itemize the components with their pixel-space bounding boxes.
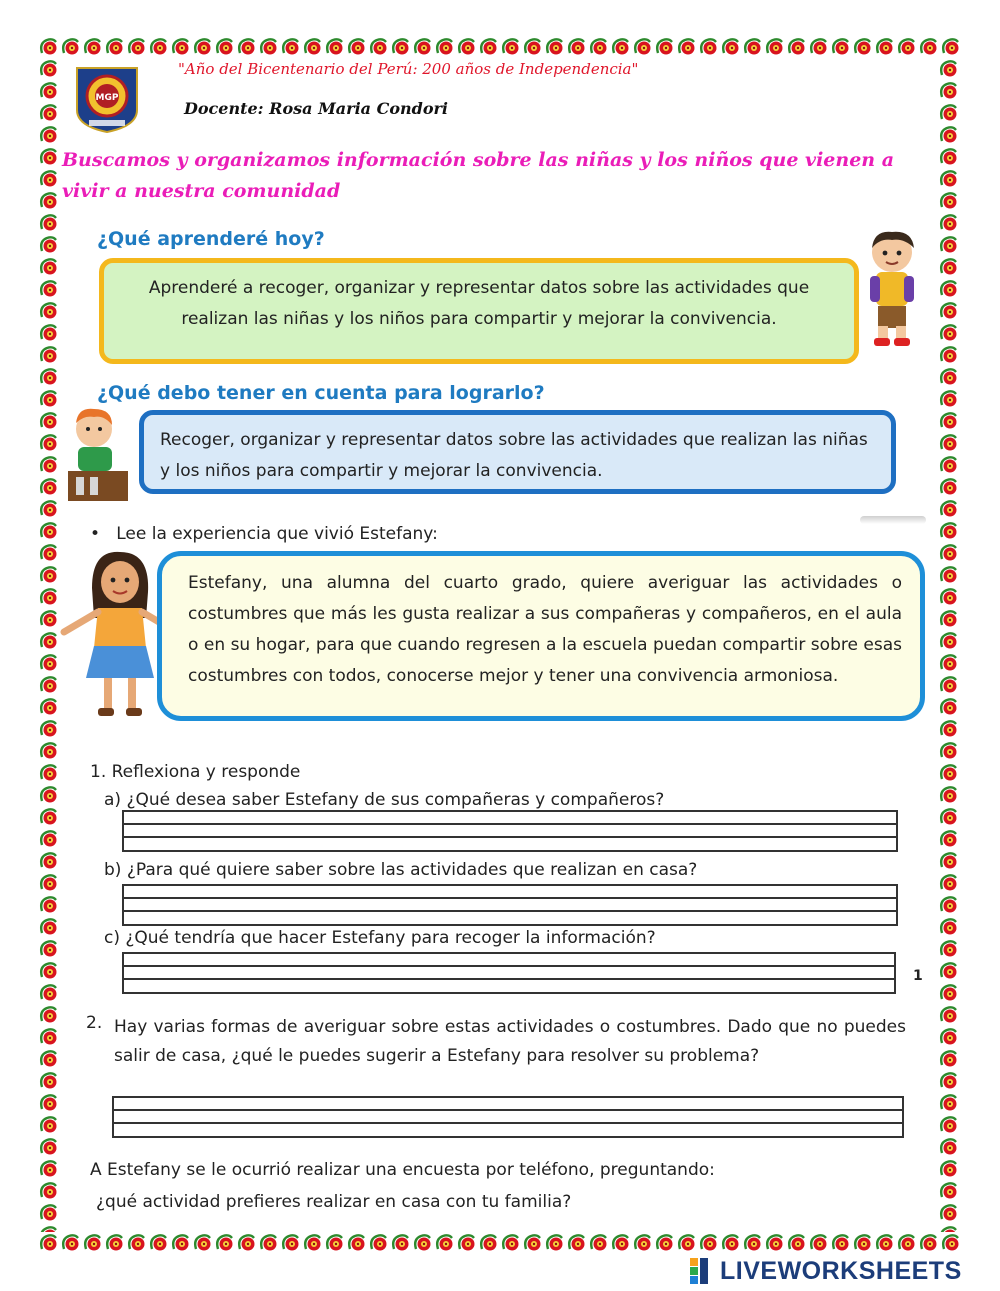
flower-icon (939, 147, 959, 167)
flower-icon (39, 1005, 59, 1025)
flower-icon (939, 917, 959, 937)
flower-icon (435, 1233, 455, 1253)
flower-icon (127, 1233, 147, 1253)
flower-icon (39, 191, 59, 211)
flower-icon (919, 1233, 939, 1253)
flower-icon (39, 125, 59, 145)
flower-icon (939, 741, 959, 761)
flower-icon (939, 631, 959, 651)
flower-icon (523, 1233, 543, 1253)
flower-icon (39, 697, 59, 717)
flower-icon (39, 983, 59, 1003)
flower-icon (39, 59, 59, 79)
flower-icon (347, 37, 367, 57)
flower-icon (939, 81, 959, 101)
flower-icon (39, 499, 59, 519)
flower-icon (39, 81, 59, 101)
flower-icon (787, 37, 807, 57)
flower-icon (39, 741, 59, 761)
flower-icon (939, 1203, 959, 1223)
flower-icon (939, 851, 959, 871)
flower-icon (611, 37, 631, 57)
flower-icon (939, 1049, 959, 1069)
flower-icon (303, 37, 323, 57)
school-logo-icon (73, 64, 141, 134)
flower-icon (479, 37, 499, 57)
flower-icon (39, 917, 59, 937)
flower-icon (941, 1233, 960, 1253)
flower-icon (39, 389, 59, 409)
question-1-label: 1. Reflexiona y responde (90, 762, 301, 782)
flower-icon (237, 37, 257, 57)
flower-icon (39, 455, 59, 475)
decorative-shadow (860, 516, 926, 524)
flower-icon (831, 37, 851, 57)
answer-1a-lines[interactable] (122, 810, 898, 852)
flower-icon (39, 873, 59, 893)
flower-border-right (938, 58, 960, 1232)
flower-icon (875, 37, 895, 57)
flower-icon (941, 37, 960, 57)
flower-icon (611, 1233, 631, 1253)
flower-icon (809, 37, 829, 57)
flower-icon (413, 1233, 433, 1253)
question-1a: a) ¿Qué desea saber Estefany de sus compañeras y compañeros? (104, 790, 665, 810)
flower-icon (39, 719, 59, 739)
survey-line-2: ¿qué actividad prefieres realizar en casa con tu familia? (96, 1192, 572, 1212)
flower-icon (655, 37, 675, 57)
flower-icon (39, 213, 59, 233)
flower-icon (501, 1233, 521, 1253)
flower-icon (39, 1203, 59, 1223)
page-title: Buscamos y organizamos información sobre las niñas y los niños que vienen a vivir a nuestra comunidad (62, 149, 895, 202)
flower-icon (39, 829, 59, 849)
flower-icon (39, 103, 59, 123)
consider-heading: ¿Qué debo tener en cuenta para lograrlo? (97, 382, 545, 404)
flower-icon (369, 1233, 389, 1253)
flower-icon (721, 1233, 741, 1253)
flower-icon (545, 37, 565, 57)
flower-icon (721, 37, 741, 57)
flower-icon (633, 37, 653, 57)
flower-icon (939, 59, 959, 79)
flower-icon (39, 301, 59, 321)
flower-icon (939, 169, 959, 189)
flower-icon (939, 785, 959, 805)
flower-icon (39, 1137, 59, 1157)
flower-icon (919, 37, 939, 57)
flower-icon (325, 37, 345, 57)
flower-icon (215, 37, 235, 57)
flower-icon (391, 37, 411, 57)
flower-icon (39, 345, 59, 365)
flower-icon (369, 37, 389, 57)
liveworksheets-logo-icon (690, 1258, 720, 1284)
flower-icon (939, 301, 959, 321)
flower-icon (39, 1093, 59, 1113)
flower-icon (39, 411, 59, 431)
flower-icon (61, 1233, 81, 1253)
flower-icon (501, 37, 521, 57)
flower-icon (939, 411, 959, 431)
flower-icon (939, 521, 959, 541)
flower-icon (939, 213, 959, 233)
flower-icon (39, 1225, 59, 1232)
flower-icon (39, 675, 59, 695)
flower-icon (809, 1233, 829, 1253)
flower-icon (325, 1233, 345, 1253)
flower-icon (39, 1159, 59, 1179)
flower-icon (457, 37, 477, 57)
logo-center-text: MGP (95, 93, 119, 103)
flower-icon (897, 37, 917, 57)
answer-1b-lines[interactable] (122, 884, 898, 926)
story-bullet (90, 524, 438, 544)
flower-icon (347, 1233, 367, 1253)
flower-icon (765, 37, 785, 57)
flower-icon (589, 1233, 609, 1253)
flower-icon (237, 1233, 257, 1253)
flower-icon (939, 499, 959, 519)
flower-icon (939, 565, 959, 585)
flower-icon (939, 367, 959, 387)
flower-icon (939, 983, 959, 1003)
flower-icon (39, 785, 59, 805)
consider-text: Recoger, organizar y representar datos sobre las actividades que realizan las niñas y los niños para compartir y mejorar la convivencia. (160, 430, 868, 481)
flower-icon (39, 543, 59, 563)
flower-icon (149, 37, 169, 57)
flower-icon (39, 961, 59, 981)
flower-icon (633, 1233, 653, 1253)
flower-icon (699, 1233, 719, 1253)
flower-icon (281, 1233, 301, 1253)
flower-icon (39, 235, 59, 255)
flower-icon (281, 37, 301, 57)
flower-icon (39, 257, 59, 277)
flower-icon (39, 367, 59, 387)
flower-icon (939, 763, 959, 783)
flower-icon (743, 37, 763, 57)
flower-icon (875, 1233, 895, 1253)
flower-icon (105, 37, 125, 57)
flower-icon (939, 125, 959, 145)
flower-icon (677, 37, 697, 57)
flower-icon (479, 1233, 499, 1253)
flower-icon (939, 1005, 959, 1025)
flower-icon (39, 1233, 59, 1253)
flower-icon (939, 1159, 959, 1179)
flower-icon (39, 1049, 59, 1069)
flower-icon (259, 37, 279, 57)
flower-icon (567, 1233, 587, 1253)
flower-icon (939, 1181, 959, 1201)
flower-icon (939, 829, 959, 849)
flower-icon (939, 697, 959, 717)
flower-icon (545, 1233, 565, 1253)
flower-icon (39, 895, 59, 915)
flower-icon (39, 279, 59, 299)
flower-icon (939, 653, 959, 673)
flower-icon (39, 1115, 59, 1135)
answer-2-lines[interactable] (112, 1096, 904, 1138)
flower-icon (743, 1233, 763, 1253)
flower-icon (215, 1233, 235, 1253)
flower-icon (83, 1233, 103, 1253)
question-2-number: 2. (86, 1013, 103, 1033)
flower-icon (939, 477, 959, 497)
flower-icon (939, 235, 959, 255)
teacher-name: Docente: Rosa Maria Condori (184, 99, 448, 118)
flower-icon (39, 169, 59, 189)
flower-icon (83, 37, 103, 57)
flower-icon (39, 1181, 59, 1201)
flower-icon (939, 719, 959, 739)
year-motto: "Año del Bicentenario del Perú: 200 años de Independencia" (178, 60, 639, 78)
flower-icon (939, 587, 959, 607)
flower-icon (853, 1233, 873, 1253)
flower-icon (39, 1071, 59, 1091)
question-2-text: Hay varias formas de averiguar sobre estas actividades o costumbres. Dado que no puedes salir de casa, ¿qué le puedes sugerir a Estefany para resolver su problema? (114, 1017, 906, 1066)
flower-icon (939, 323, 959, 343)
flower-icon (853, 37, 873, 57)
story-text: Estefany, una alumna del cuarto grado, quiere averiguar las actividades o costumbres que más les gusta realizar a sus compañeras y compañeros, en el aula o en su hogar, para que cuando regresen a la escuela puedan compartir sobre esas costumbres con todos, conocerse mejor y tener una convivencia armoniosa. (188, 573, 902, 686)
liveworksheets-watermark[interactable] (690, 1256, 990, 1286)
flower-icon (391, 1233, 411, 1253)
flower-icon (939, 279, 959, 299)
learn-heading: ¿Qué aprenderé hoy? (97, 228, 325, 250)
flower-border-top (38, 36, 960, 58)
learn-box (99, 258, 859, 364)
flower-icon (939, 543, 959, 563)
flower-icon (303, 1233, 323, 1253)
flower-icon (939, 1115, 959, 1135)
page-number: 1 (913, 968, 923, 984)
flower-icon (39, 631, 59, 651)
flower-icon (39, 1027, 59, 1047)
flower-icon (897, 1233, 917, 1253)
consider-box (139, 410, 896, 494)
flower-icon (413, 37, 433, 57)
survey-line-1: A Estefany se le ocurrió realizar una encuesta por teléfono, preguntando: (90, 1160, 715, 1180)
flower-icon (39, 587, 59, 607)
flower-icon (39, 763, 59, 783)
flower-icon (39, 609, 59, 629)
flower-icon (939, 807, 959, 827)
flower-icon (939, 103, 959, 123)
flower-icon (939, 191, 959, 211)
flower-icon (939, 961, 959, 981)
flower-icon (939, 675, 959, 695)
flower-icon (39, 565, 59, 585)
story-bullet-text: Lee la experiencia que vivió Estefany: (116, 524, 438, 544)
flower-icon (939, 1225, 959, 1232)
flower-icon (939, 895, 959, 915)
flower-icon (149, 1233, 169, 1253)
flower-icon (39, 939, 59, 959)
thinking-child-illustration-icon (64, 403, 134, 503)
flower-icon (523, 37, 543, 57)
flower-icon (39, 653, 59, 673)
flower-icon (939, 389, 959, 409)
flower-icon (939, 1137, 959, 1157)
bullet-dot: • (90, 524, 117, 544)
liveworksheets-brand: LIVEWORKSHEETS (720, 1256, 962, 1285)
flower-icon (831, 1233, 851, 1253)
flower-icon (939, 609, 959, 629)
learn-text: Aprenderé a recoger, organizar y representar datos sobre las actividades que realizan las niñas y los niños para compartir y mejorar la convivencia. (148, 278, 810, 329)
flower-icon (939, 873, 959, 893)
flower-icon (39, 807, 59, 827)
story-box (157, 551, 925, 721)
flower-icon (39, 477, 59, 497)
flower-icon (193, 37, 213, 57)
flower-icon (655, 1233, 675, 1253)
flower-icon (677, 1233, 697, 1253)
flower-icon (939, 1071, 959, 1091)
flower-icon (105, 1233, 125, 1253)
flower-icon (589, 37, 609, 57)
flower-icon (939, 455, 959, 475)
flower-icon (699, 37, 719, 57)
flower-icon (171, 37, 191, 57)
question-1c: c) ¿Qué tendría que hacer Estefany para recoger la información? (104, 928, 656, 948)
flower-icon (39, 433, 59, 453)
flower-icon (939, 1027, 959, 1047)
flower-icon (193, 1233, 213, 1253)
flower-icon (39, 37, 59, 57)
flower-icon (567, 37, 587, 57)
flower-icon (939, 1093, 959, 1113)
flower-icon (939, 939, 959, 959)
answer-1c-lines[interactable] (122, 952, 896, 994)
flower-icon (939, 433, 959, 453)
flower-border-left (38, 58, 60, 1232)
flower-icon (61, 37, 81, 57)
flower-icon (259, 1233, 279, 1253)
flower-icon (171, 1233, 191, 1253)
flower-icon (939, 257, 959, 277)
flower-icon (435, 37, 455, 57)
boy-illustration-icon (856, 226, 928, 348)
flower-icon (39, 147, 59, 167)
flower-icon (457, 1233, 477, 1253)
flower-icon (39, 323, 59, 343)
flower-icon (787, 1233, 807, 1253)
flower-icon (127, 37, 147, 57)
flower-icon (39, 521, 59, 541)
flower-icon (39, 851, 59, 871)
flower-icon (765, 1233, 785, 1253)
question-1b: b) ¿Para qué quiere saber sobre las actividades que realizan en casa? (104, 860, 698, 880)
flower-icon (939, 345, 959, 365)
flower-border-bottom (38, 1232, 960, 1254)
